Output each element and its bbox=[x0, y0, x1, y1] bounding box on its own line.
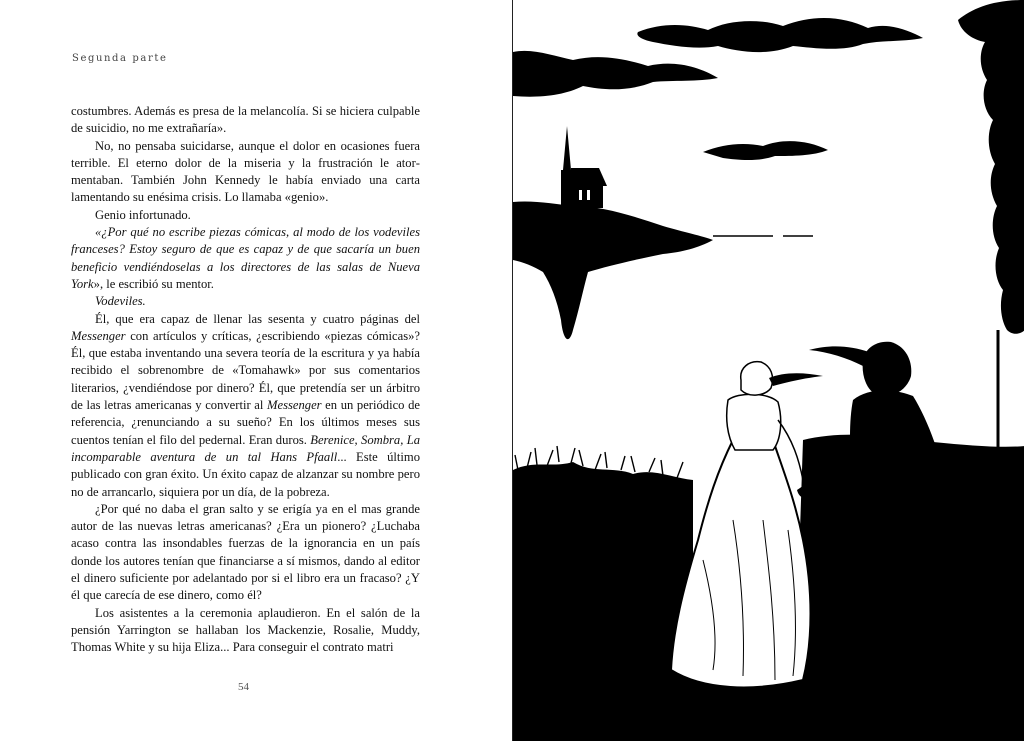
text-run: ¿Por qué no daba el gran salto y se erigía ya en el mas grande autor de las nuevas letras americanas? ¿Era un pionero? ¿Luchaba acaso contra las insondables fuerzas de la ignorancia en un país donde los autores tenían que financiarse a sí mismos, dando al editor el dinero suficiente por adelantado por si el libro era un fracaso? ¿Y él que carecía de ese dinero, como él? bbox=[71, 501, 420, 603]
cloud-mid bbox=[703, 141, 828, 160]
body-text bbox=[71, 103, 420, 657]
church-window bbox=[587, 190, 590, 200]
paragraph bbox=[71, 103, 420, 138]
paragraph bbox=[71, 293, 420, 310]
cloud-top bbox=[637, 18, 923, 52]
water-reflection bbox=[513, 240, 713, 339]
text-run: », le escribió su mentor. bbox=[93, 276, 214, 291]
paragraph bbox=[71, 224, 420, 293]
running-head: Segunda parte bbox=[72, 53, 168, 64]
woman-beak bbox=[769, 373, 823, 386]
italic-run: Berenice, Sombra, La incomparable aventura de un tal Hans Pfaall bbox=[71, 432, 420, 464]
text-run: ... Este último publicado con gran éxito. Un éxito capaz de alzanzar su nombre pero no de arrancarlo, siquiera por un día, de la pobreza. bbox=[71, 449, 420, 499]
italic-run: Messenger bbox=[71, 328, 126, 343]
church-window bbox=[579, 190, 582, 200]
text-run: Genio infortunado. bbox=[95, 207, 191, 222]
italic-run: Messenger bbox=[267, 398, 322, 413]
page-number: 54 bbox=[238, 681, 249, 693]
text-run: en un periódico de referencia, ¿renunciando a su sueño? En los últimos meses sus cuentos tenían el filo del pedernal. Eran duros. bbox=[71, 398, 420, 447]
woman-head bbox=[741, 362, 773, 395]
right-page bbox=[512, 0, 1024, 741]
text-run: No, no pensaba suicidarse, aunque el dolor en ocasiones fuera terrible. El eterno dolor de la miseria y la frustración le atormentaban. También John Kennedy le había enviado una carta lamentando su enésima crisis. Lo llamaba «genio». bbox=[71, 138, 420, 205]
paragraph bbox=[71, 138, 420, 207]
woman-bodice bbox=[727, 394, 781, 450]
paragraph bbox=[71, 207, 420, 224]
tree-silhouette bbox=[958, 0, 1024, 334]
woman-dress bbox=[671, 440, 811, 687]
text-run: con artículos y críticas, ¿escribiendo «piezas cómicas»? Él, que estaba inventando una severa teoría de la escritura y ya había recibido el sobrenombre de «Tomahawk» por sus comentarios literarios, ¿vendiéndose por dinero? Él, que pretendía ser un árbitro de las letras americanas y convertir al bbox=[71, 328, 420, 413]
italic-run: «¿Por qué no escribe piezas cómicas, al modo de los vodeviles franceses? Estoy seguro de que es capaz y de que sacaría un buen beneficio vendiéndoselas a los directores de las salas de Nueva York bbox=[71, 225, 420, 291]
cloud-shapes bbox=[513, 18, 923, 160]
illustration bbox=[513, 0, 1024, 741]
text-run: Él, que era capaz de llenar las sesenta y cuatro páginas del bbox=[95, 311, 420, 326]
text-run: costumbres. Además es presa de la melancolía. Si se hiciera culpable de suicidio, no me extrañaría». bbox=[71, 104, 420, 136]
paragraph bbox=[71, 605, 420, 657]
paragraph bbox=[71, 501, 420, 605]
paragraph bbox=[71, 311, 420, 501]
woman-figure bbox=[671, 362, 823, 688]
text-run: Los asistentes a la ceremonia aplaudieron. En el salón de la pensión Yarrington se hallaban los Mackenzie, Rosalie, Muddy, Thomas White y su hija Eliza... Para conseguir el contrato matri bbox=[71, 605, 420, 655]
man-beak bbox=[809, 346, 869, 366]
italic-run: Vodeviles. bbox=[95, 294, 146, 309]
man-head bbox=[863, 342, 912, 397]
church-silhouette bbox=[513, 126, 713, 240]
cloud-left bbox=[513, 51, 718, 97]
